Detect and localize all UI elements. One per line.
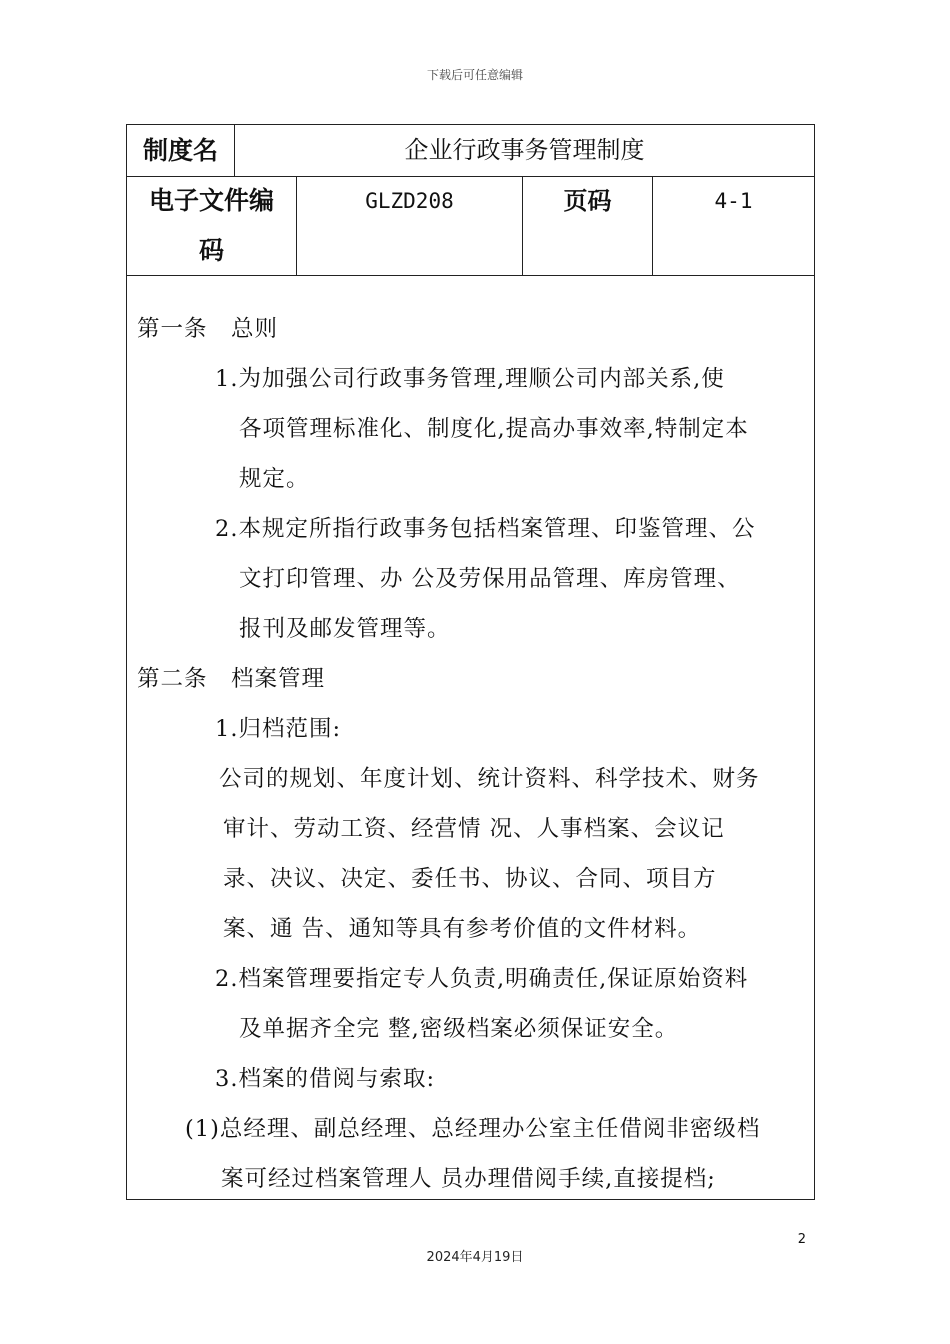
body-line: 公司的规划、年度计划、统计资料、科学技术、财务 [219, 766, 760, 792]
body-line: 报刊及邮发管理等。 [239, 616, 451, 642]
file-code-label-line1: 电子文件编 [148, 186, 274, 215]
regulation-table [126, 124, 815, 1200]
body-line: 1.归档范围: [215, 716, 342, 742]
body-line: 3.档案的借阅与索取: [215, 1066, 436, 1092]
regulation-name-value: 企业行政事务管理制度 [404, 136, 645, 164]
regulation-name-label: 制度名 [127, 125, 235, 176]
body-line: 文打印管理、办 公及劳保用品管理、库房管理、 [239, 566, 741, 592]
article-heading-1: 第一条 总则 [137, 316, 279, 342]
page-code-value: 4-1 [714, 189, 753, 213]
page-header-note: 下载后可任意编辑 [426, 68, 523, 82]
file-code-value: GLZD208 [297, 176, 523, 275]
body-line: 1.为加强公司行政事务管理,理顺公司内部关系,使 [215, 366, 725, 392]
table-row-title [127, 125, 814, 177]
body-line: 2.档案管理要指定专人负责,明确责任,保证原始资料 [215, 966, 749, 992]
body-line: 案可经过档案管理人 员办理借阅手续,直接提档; [221, 1166, 716, 1192]
body-line: 2.本规定所指行政事务包括档案管理、印鉴管理、公 [215, 516, 756, 542]
file-code-label [127, 176, 297, 275]
footer-date: 2024年4月19日 [426, 1250, 524, 1265]
body-line: 及单据齐全完 整,密级档案必须保证安全。 [239, 1016, 679, 1042]
page-number: 2 [797, 1232, 806, 1247]
file-code-label-line2: 码 [198, 236, 224, 265]
body-line: 规定。 [239, 466, 310, 492]
article-heading-2: 第二条 档案管理 [137, 666, 326, 692]
body-line: 案、通 告、通知等具有参考价值的文件材料。 [223, 916, 702, 942]
body-line: 审计、劳动工资、经营情 况、人事档案、会议记 [223, 816, 725, 842]
table-row-code [127, 176, 814, 276]
body-line: 各项管理标准化、制度化,提高办事效率,特制定本 [239, 416, 749, 442]
body-line: (1)总经理、副总经理、总经理办公室主任借阅非密级档 [185, 1116, 761, 1142]
page-code-label: 页码 [523, 176, 653, 275]
body-line: 录、决议、决定、委任书、协议、合同、项目方 [223, 866, 717, 892]
